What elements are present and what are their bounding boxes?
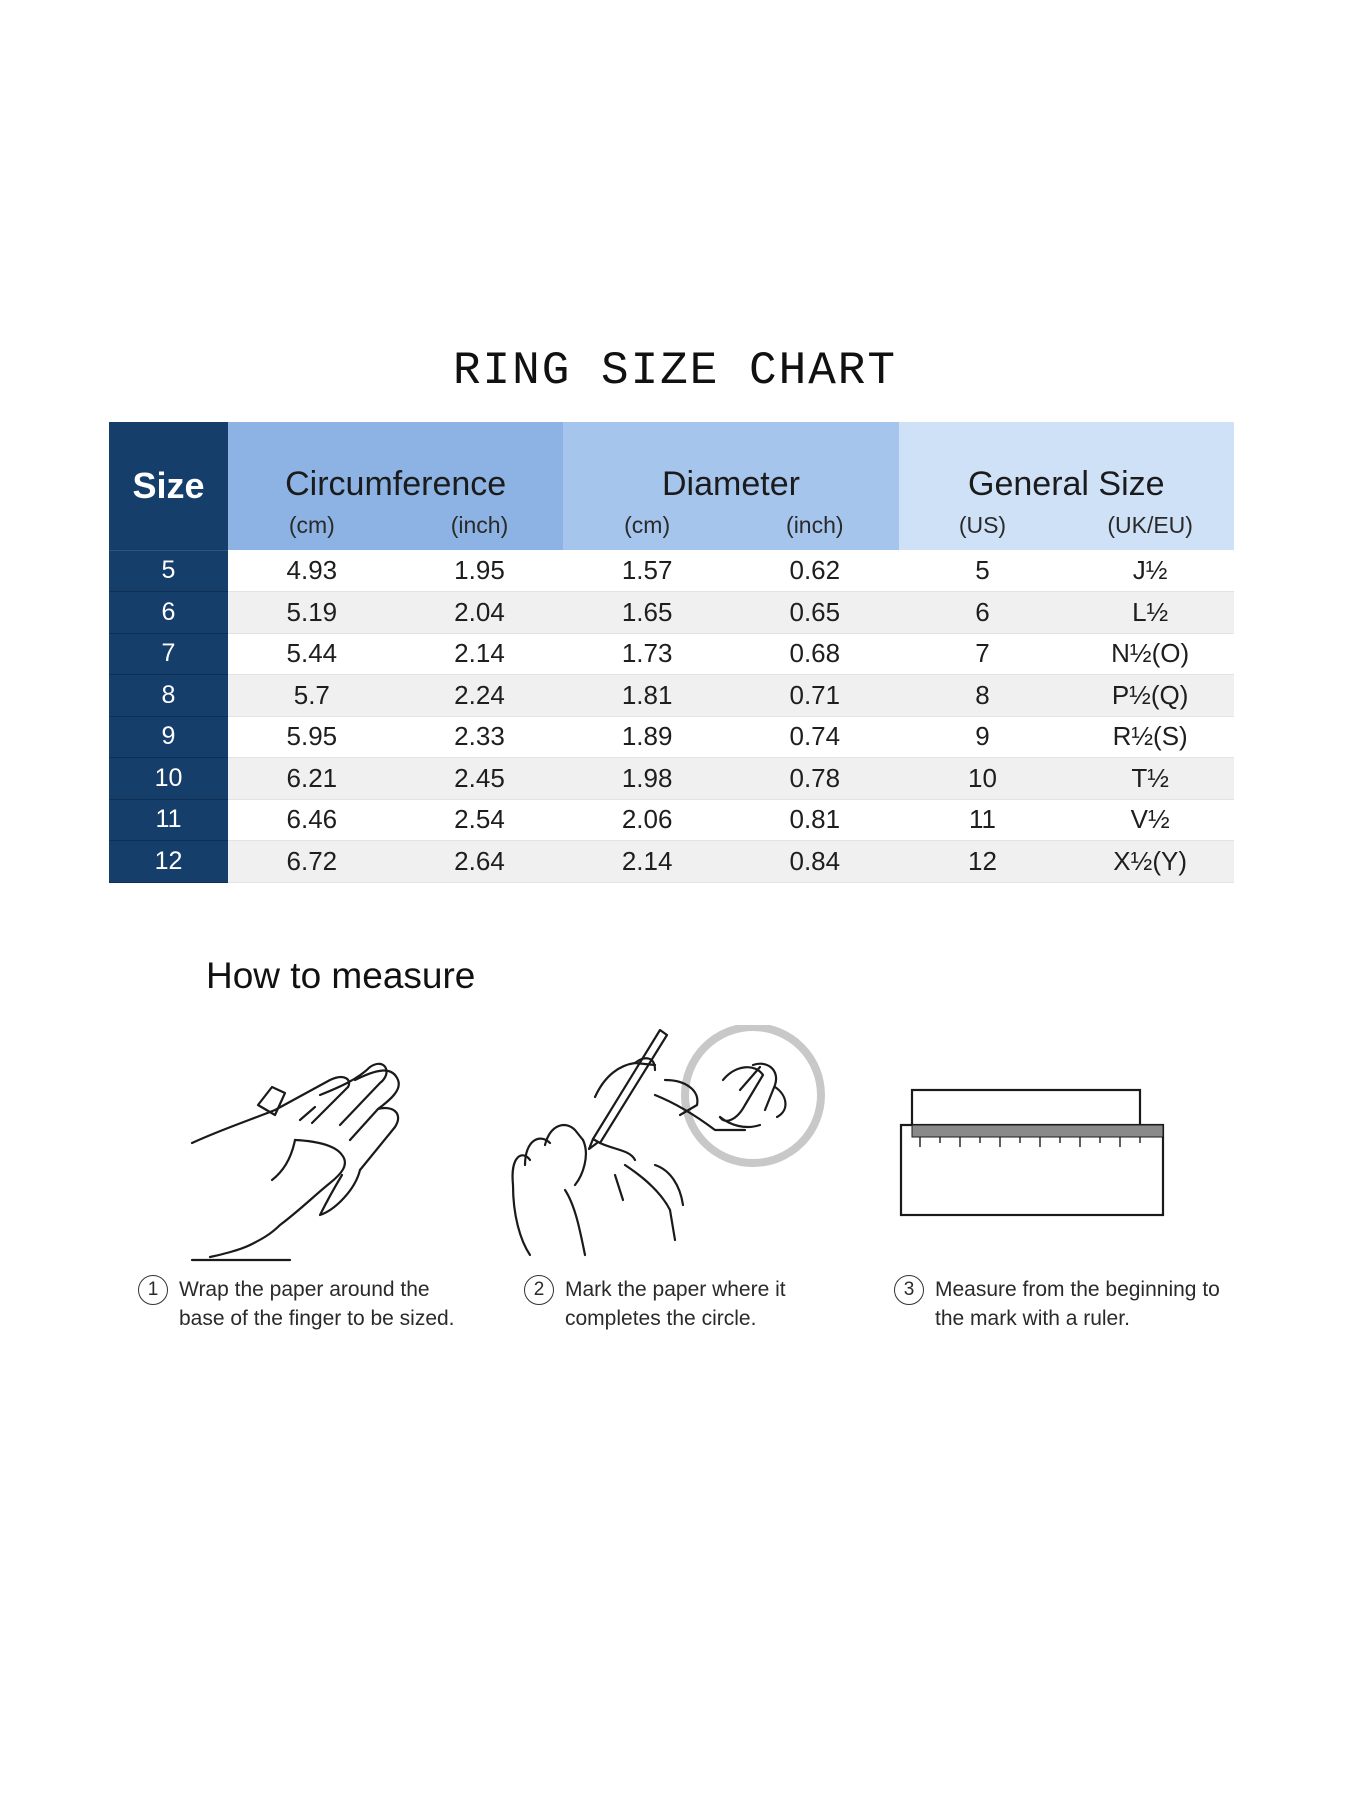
table-row [109,675,1234,717]
table-cell: 1.81 [563,675,731,717]
chart-title: RING SIZE CHART [452,345,898,397]
table-cell: 8 [899,675,1067,717]
table-cell: 2.06 [563,799,731,841]
table-cell: 6.21 [228,758,396,800]
table-cell: 6.72 [228,841,396,883]
size-cell: 12 [109,841,228,883]
step-number: 1 [138,1275,168,1305]
table-cell: 6.46 [228,799,396,841]
table-cell: 2.45 [396,758,564,800]
table-cell: V½ [1066,799,1234,841]
size-cell: 6 [109,592,228,634]
table-cell: L½ [1066,592,1234,634]
unit-header: (UK/EU) [1066,512,1234,550]
table-cell: 10 [899,758,1067,800]
size-cell: 7 [109,633,228,675]
table-cell: 5.95 [228,716,396,758]
table-cell: 2.24 [396,675,564,717]
table-cell: 1.89 [563,716,731,758]
table-cell: 2.54 [396,799,564,841]
table-cell: 1.73 [563,633,731,675]
table-cell: 5.44 [228,633,396,675]
table-cell: 0.84 [731,841,899,883]
unit-header: (inch) [731,512,899,550]
table-cell: 1.65 [563,592,731,634]
table-row [109,799,1234,841]
table-cell: 2.33 [396,716,564,758]
size-cell: 9 [109,716,228,758]
table-cell: P½(Q) [1066,675,1234,717]
table-cell: 1.98 [563,758,731,800]
table-cell: 5.7 [228,675,396,717]
table-cell: X½(Y) [1066,841,1234,883]
table-cell: 0.81 [731,799,899,841]
hand-marking-paper-icon [505,1025,825,1270]
ruler-measuring-icon [895,1075,1170,1220]
step-number: 2 [524,1275,554,1305]
table-cell: N½(O) [1066,633,1234,675]
table-cell: 0.65 [731,592,899,634]
step-text: Wrap the paper around the [179,1278,430,1301]
table-cell: 9 [899,716,1067,758]
table-cell: 5.19 [228,592,396,634]
table-cell: R½(S) [1066,716,1234,758]
table-row [109,716,1234,758]
table-cell: 5 [899,550,1067,592]
how-to-measure-title: How to measure [206,955,476,996]
table-cell: 2.04 [396,592,564,634]
circumference-header: Circumference [228,422,563,512]
table-row [109,841,1234,883]
table-cell: 6 [899,592,1067,634]
diameter-header: Diameter [563,422,898,512]
step-text: base of the finger to be sized. [179,1307,455,1330]
table-cell: 2.64 [396,841,564,883]
unit-header: (cm) [228,512,396,550]
unit-header: (US) [899,512,1067,550]
table-cell: 0.78 [731,758,899,800]
size-cell: 8 [109,675,228,717]
table-cell: 4.93 [228,550,396,592]
table-cell: T½ [1066,758,1234,800]
table-row [109,592,1234,634]
table-cell: 0.68 [731,633,899,675]
step-text: the mark with a ruler. [935,1307,1130,1330]
table-cell: 2.14 [563,841,731,883]
unit-header: (cm) [563,512,731,550]
size-cell: 11 [109,799,228,841]
table-cell: 1.95 [396,550,564,592]
table-row [109,550,1234,592]
table-row [109,633,1234,675]
table-cell: 0.71 [731,675,899,717]
size-cell: 5 [109,550,228,592]
step-text: Measure from the beginning to [935,1278,1220,1301]
table-cell: 11 [899,799,1067,841]
ring-size-table [109,422,1234,883]
hand-wrapping-paper-icon [180,1045,420,1270]
unit-header: (inch) [396,512,564,550]
step-text: completes the circle. [565,1307,757,1330]
table-cell: J½ [1066,550,1234,592]
table-cell: 2.14 [396,633,564,675]
table-cell: 0.74 [731,716,899,758]
size-header: Size [109,422,228,550]
size-cell: 10 [109,758,228,800]
step-number: 3 [894,1275,924,1305]
table-row [109,758,1234,800]
table-cell: 12 [899,841,1067,883]
table-cell: 7 [899,633,1067,675]
table-cell: 0.62 [731,550,899,592]
table-cell: 1.57 [563,550,731,592]
step-text: Mark the paper where it [565,1278,786,1301]
general-size-header: General Size [899,422,1234,512]
